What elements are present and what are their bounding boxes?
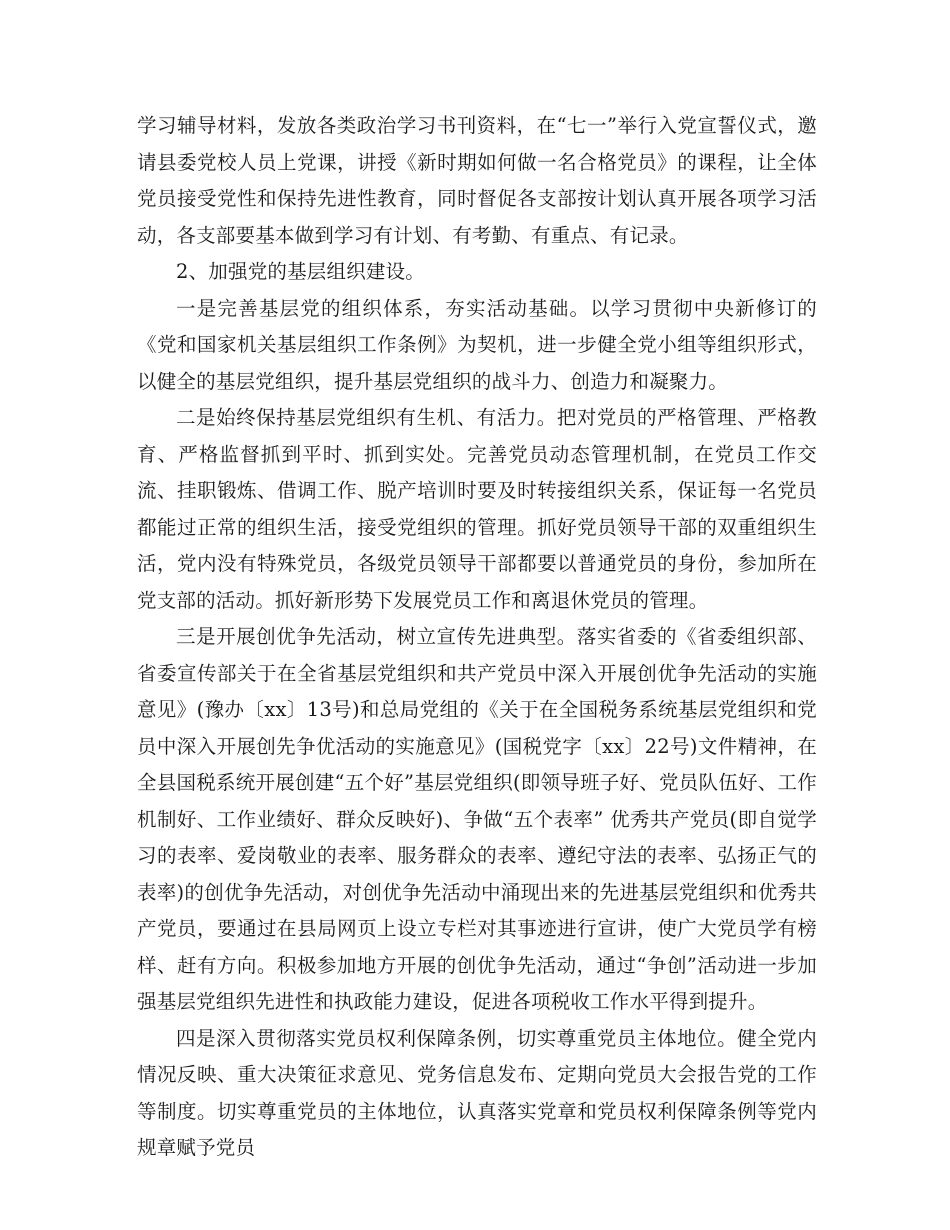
paragraph-point-one: 一是完善基层党的组织体系，夯实活动基础。以学习贯彻中央新修订的《党和国家机关基层组织工作条例》为契机，进一步健全党小组等组织形式，以健全的基层党组织，提升基层党组织的战斗力、创造力和凝聚力。 <box>137 296 817 393</box>
paragraph-point-two: 二是始终保持基层党组织有生机、有活力。把对党员的严格管理、严格教育、严格监督抓到平时、抓到实处。完善党员动态管理机制，在党员工作交流、挂职锻炼、借调工作、脱产培训时要及时转接组织关系，保证每一名党员都能过正常的组织生活，接受党组织的管理。抓好党员领导干部的双重组织生活，党内没有特殊党员，各级党员领导干部都要以普通党员的身份，参加所在党支部的活动。抓好新形势下发展党员工作和离退休党员的管理。 <box>137 406 817 612</box>
paragraph-point-three: 三是开展创优争先活动，树立宣传先进典型。落实省委的《省委组织部、省委宣传部关于在全省基层党组织和共产党员中深入开展创优争先活动的实施意见》(豫办〔xx〕13号)和总局党组的《关于在全国税务系统基层党组织和党员中深入开展创先争优活动的实施意见》(国税党字〔xx〕22号)文件精神，在全县国税系统开展创建“五个好”基层党组织(即领导班子好、党员队伍好、工作机制好、工作业绩好、群众反映好)、争做“五个表率” 优秀共产党员(即自觉学习的表率、爱岗敬业的表率、服务群众的表率、遵纪守法的表率、弘扬正气的表率)的创优争先活动，对创优争先活动中涌现出来的先进基层党组织和优秀共产党员，要通过在县局网页上设立专栏对其事迹进行宣讲，使广大党员学有榜样、赶有方向。积极参加地方开展的创优争先活动，通过“争创”活动进一步加强基层党组织先进性和执政能力建设，促进各项税收工作水平得到提升。 <box>137 625 817 1013</box>
document-body <box>137 108 817 1167</box>
section-heading-grassroots: 2、加强党的基层组织建设。 <box>176 260 426 283</box>
paragraph-study-materials: 学习辅导材料，发放各类政治学习书刊资料，在“七一”举行入党宣誓仪式，邀请县委党校人员上党课，讲授《新时期如何做一名合格党员》的课程，让全体党员接受党性和保持先进性教育，同时督促各支部按计划认真开展各项学习活动，各支部要基本做到学习有计划、有考勤、有重点、有记录。 <box>137 114 817 247</box>
paragraph-point-four: 四是深入贯彻落实党员权利保障条例，切实尊重党员主体地位。健全党内情况反映、重大决策征求意见、党务信息发布、定期向党员大会报告党的工作等制度。切实尊重党员的主体地位，认真落实党章和党员权利保障条例等党内规章赋予党员 <box>137 1026 817 1159</box>
